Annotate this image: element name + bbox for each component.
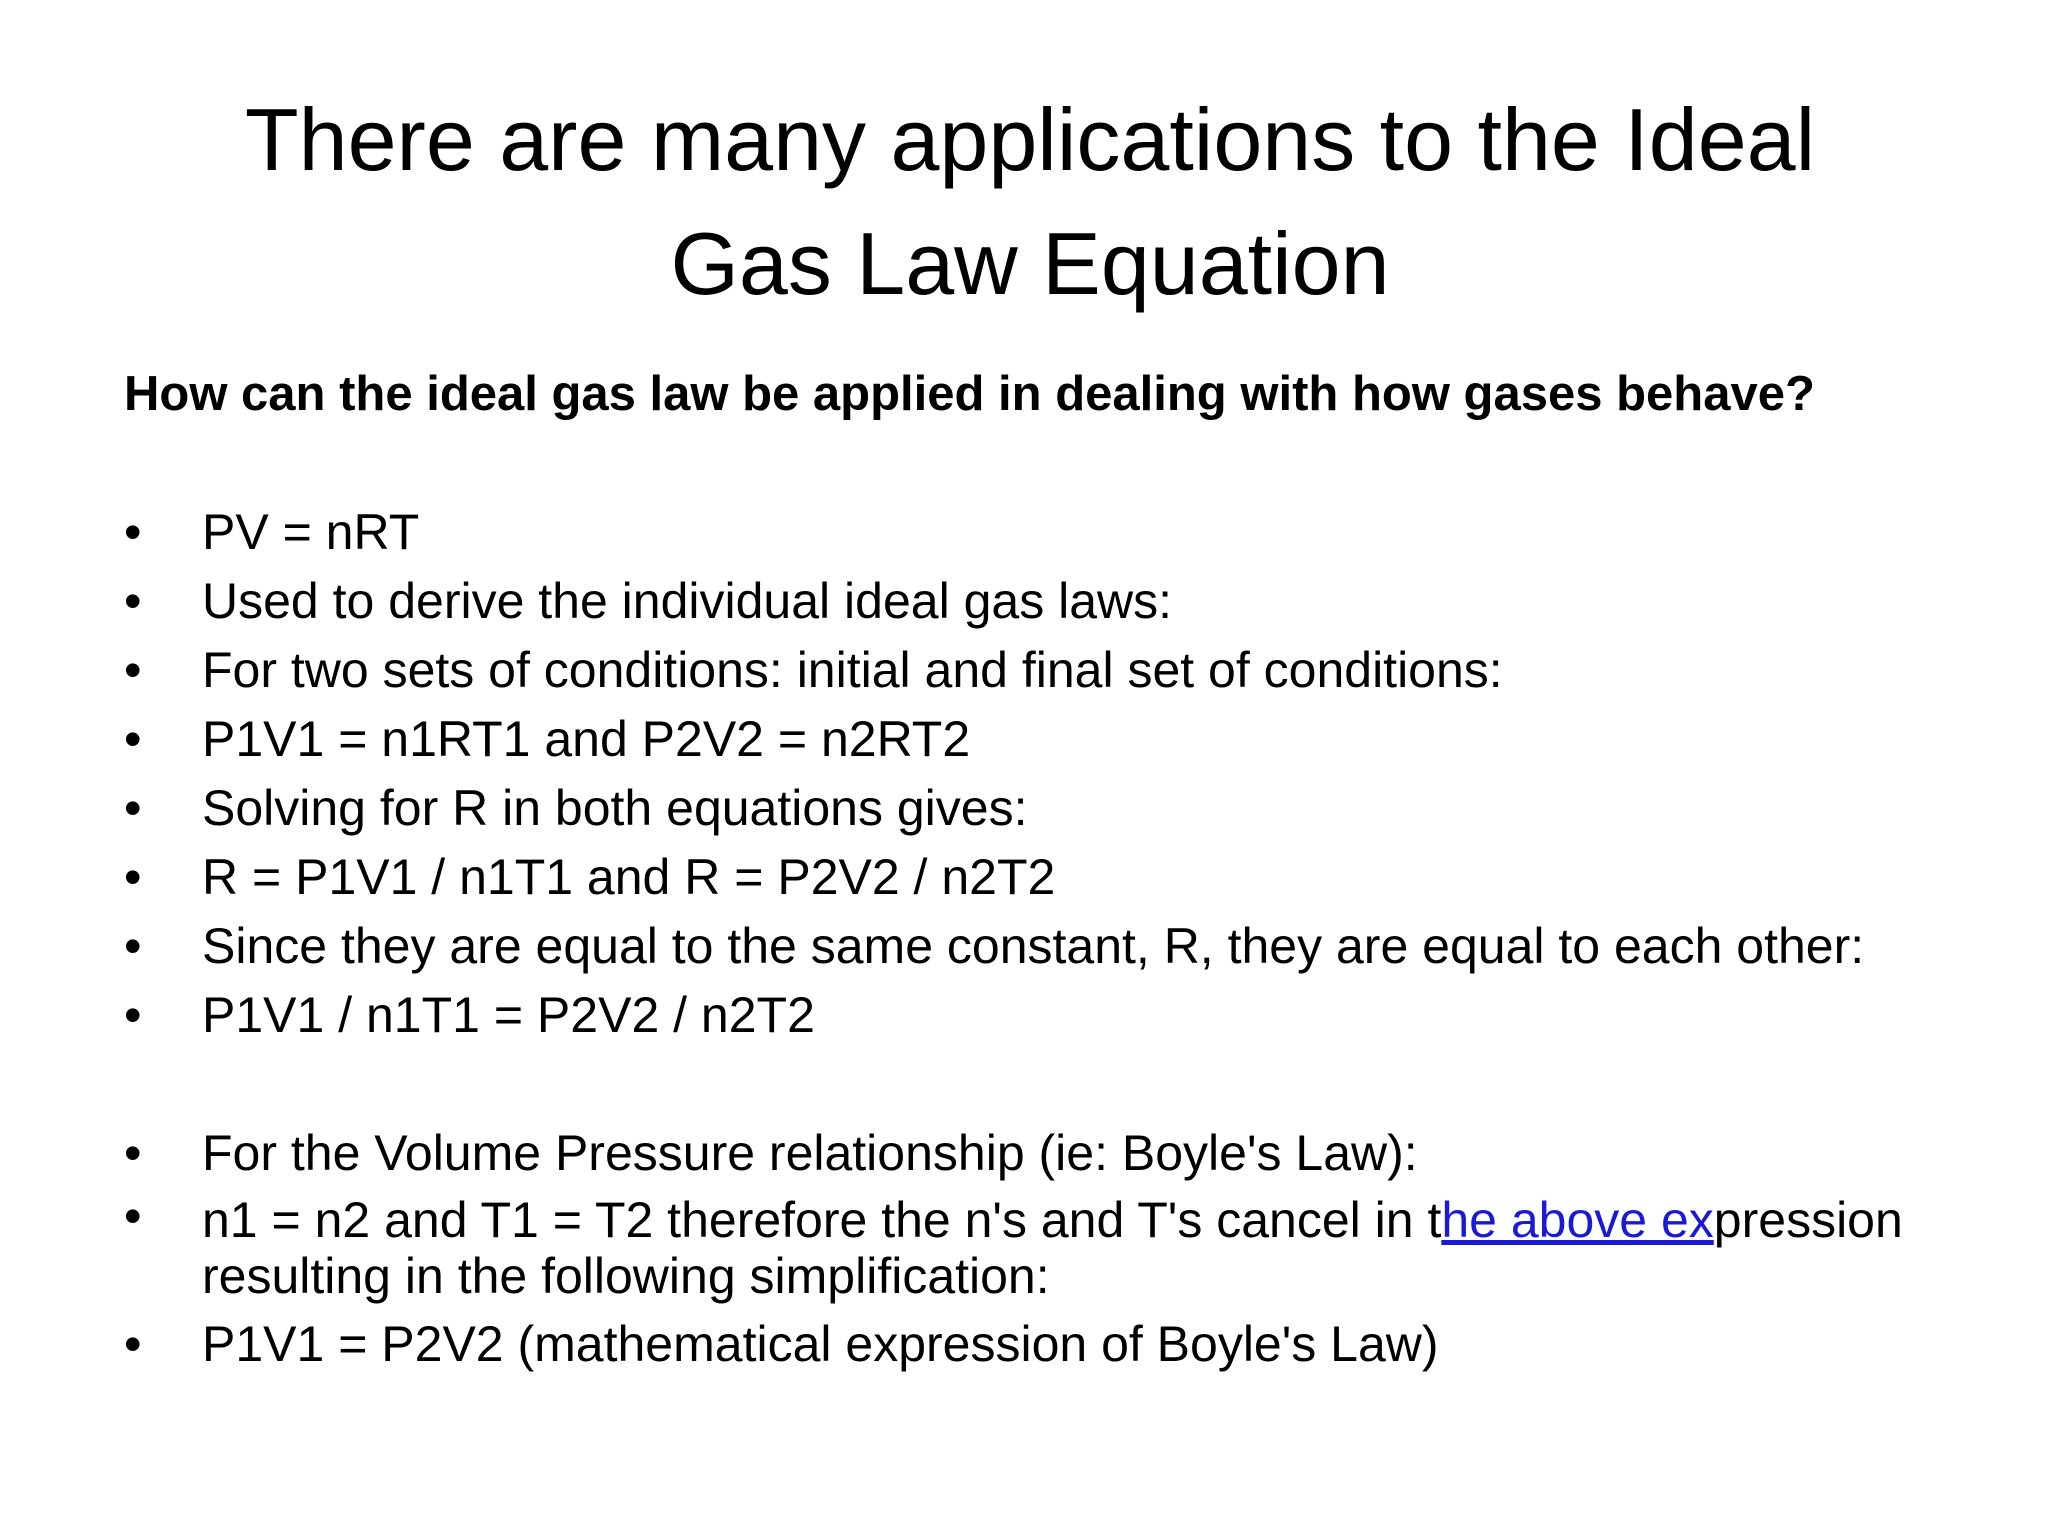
list-item-text: For two sets of conditions: initial and final set of conditions: (202, 642, 1503, 698)
list-item (124, 843, 2004, 912)
list-item-text: Used to derive the individual ideal gas laws: (202, 573, 1172, 629)
bullet-icon: • (124, 1188, 142, 1244)
bullet-icon: • (124, 711, 142, 767)
list-item (124, 705, 2004, 774)
list-item (124, 1310, 2004, 1379)
list-item (124, 912, 2004, 981)
list-item-text: PV = nRT (202, 504, 420, 560)
list-item-text: For the Volume Pressure relationship (ie: Boyle's Law): (202, 1125, 1418, 1181)
list-item (124, 498, 2004, 567)
above-expression-link[interactable]: he above ex (1441, 1192, 1714, 1248)
list-item (124, 636, 2004, 705)
bullet-icon: • (124, 987, 142, 1043)
list-item-text: R = P1V1 / n1T1 and R = P2V2 / n2T2 (202, 849, 1056, 905)
list-item-text: Since they are equal to the same constant, R, they are equal to each other: (202, 918, 1865, 974)
list-item-text: Solving for R in both equations gives: (202, 780, 1028, 836)
list-item-text: P1V1 / n1T1 = P2V2 / n2T2 (202, 987, 815, 1043)
bullet-icon: • (124, 1316, 142, 1372)
bullet-list (124, 498, 2004, 1379)
list-item-text: pression resulting in the following simplification: (202, 1192, 1903, 1304)
bullet-icon: • (124, 1125, 142, 1181)
list-item-text: P1V1 = n1RT1 and P2V2 = n2RT2 (202, 711, 971, 767)
bullet-icon: • (124, 504, 142, 560)
list-item (124, 981, 2004, 1050)
list-item (124, 567, 2004, 636)
title-line-1: There are many applications to the Ideal (244, 90, 1816, 189)
bullet-icon: • (124, 918, 142, 974)
list-item (124, 774, 2004, 843)
bullet-icon: • (124, 849, 142, 905)
slide-title (100, 78, 1960, 326)
list-item (124, 1119, 2004, 1188)
bullet-icon: • (124, 780, 142, 836)
list-item-text: P1V1 = P2V2 (mathematical expression of Boyle's Law) (202, 1316, 1439, 1372)
title-line-2: Gas Law Equation (670, 214, 1390, 313)
list-item (124, 1188, 2004, 1310)
bullet-icon: • (124, 642, 142, 698)
list-item-text: n1 = n2 and T1 = T2 therefore the n's and T's cancel in t (202, 1192, 1442, 1248)
bullet-icon: • (124, 573, 142, 629)
question-heading: How can the ideal gas law be applied in dealing with how gases behave? (124, 367, 1815, 421)
